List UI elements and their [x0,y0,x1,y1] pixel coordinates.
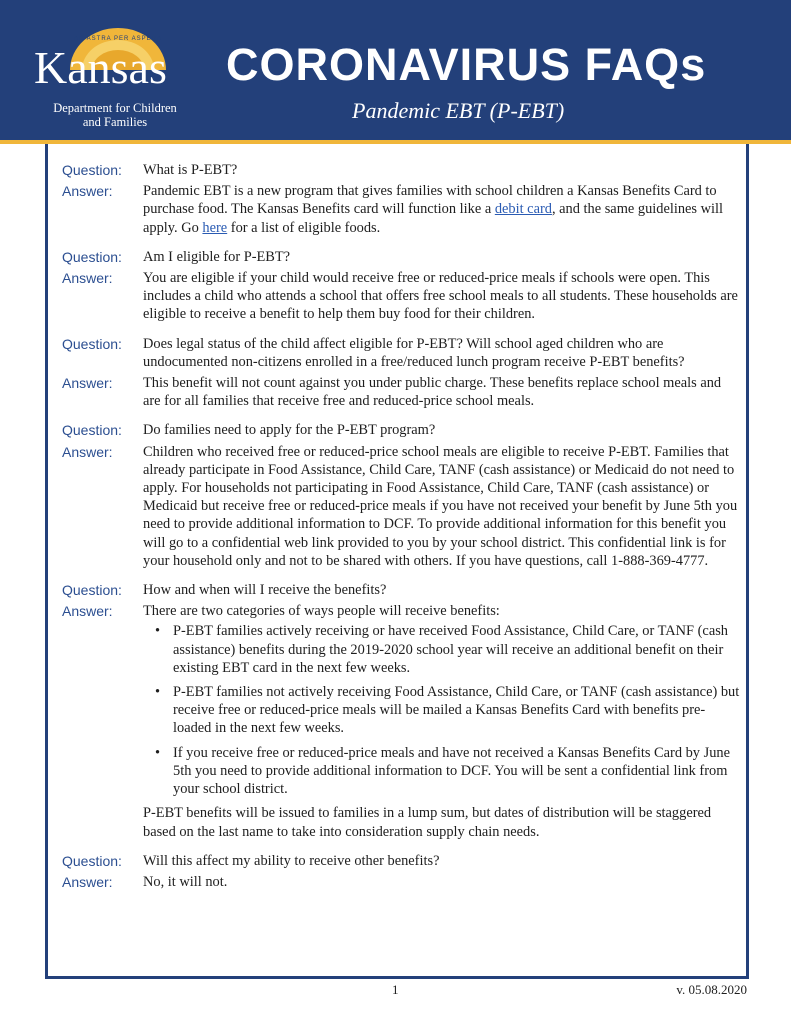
question-label: Question: [62,852,122,869]
faq-item [62,421,742,570]
question-text: What is P-EBT? [143,162,238,178]
question-label: Question: [62,582,122,599]
answer-text [143,182,742,237]
answer-text: Children who received free or reduced-price school meals are eligible to receive P-EBT. Families that already participate in Food Assistance, Child Care, TANF (cash assistance) or Medicaid do not need to apply. For households not participating in Food Assistance, Child Care, TANF (cash assistance) or Medicaid but receive free or reduced-price meals if you have not received your benefit by June 5th you need to provide additional information to DCF. To provide additional information for this benefit you will go to a confidential web link provided to you by your school district. This confidential link is for your household only and not to be shared with others. If you have questions, call 1-888-369-4777. [143,443,738,569]
faq-item [62,581,742,841]
kansas-dcf-logo [30,18,205,133]
logo-department-name [30,101,200,129]
answer-row [62,443,742,570]
question-row [62,161,742,179]
svg-text:AD ASTRA PER ASPERA: AD ASTRA PER ASPERA [73,36,163,42]
bullet-item: • If you receive free or reduced-price meals and have not received a Kansas Benefits Card by June 5th you need to provide additional information to DCF. You will be sent a confidential link from your school district. [173,744,742,799]
faq-item [62,852,742,891]
version-label: v. 05.08.2020 [676,982,747,997]
answer-label: Answer: [62,270,113,287]
faq-list [62,161,742,902]
answer-outro: P-EBT benefits will be issued to families in a lump sum, but dates of distribution will be staggered based on the last name to take into consideration supply chain needs. [143,805,712,840]
page-title: CORONAVIRUS FAQs [226,39,707,90]
answer-text-part: Pandemic EBT is a new program that gives families with school children a Kansas Benefits Card to purchase food. The Kansas Benefits card will function like a [143,183,717,218]
answer-row [62,269,742,324]
benefit-bullet-list [143,622,742,798]
answer-row [62,873,742,891]
answer-label: Answer: [62,183,113,200]
question-text: Am I eligible for P-EBT? [143,248,291,265]
faq-item [62,335,742,411]
question-row [62,852,742,870]
answer-body [143,602,742,840]
question-text: Will this affect my ability to receive other benefits? [143,852,440,869]
answer-intro: There are two categories of ways people will receive benefits: [143,603,500,620]
question-label: Question: [62,335,122,352]
answer-label: Answer: [62,375,113,392]
answer-label: Answer: [62,603,113,620]
question-row [62,421,742,439]
logo-sub-line-1: Department for Children [53,101,177,115]
question-row [62,335,742,371]
question-label: Question: [62,422,122,439]
eligible-foods-link[interactable]: here [202,219,228,236]
faq-item [62,248,742,324]
question-text: Do families need to apply for the P-EBT program? [143,422,436,439]
debit-card-link[interactable]: debit card [494,201,552,218]
logo-wordmark: Kansas [34,42,167,93]
logo-sub-line-2: and Families [82,115,148,129]
question-text: Does legal status of the child affect eligible for P-EBT? Will school aged children who are undocumented non-citizens enrolled in a free/reduced lunch program receive P-EBT benefits? [143,335,685,370]
faq-item [62,161,742,237]
answer-row [62,374,742,410]
answer-label: Answer: [62,443,113,460]
answer-label: Answer: [62,873,113,890]
answer-text: This benefit will not count against you under public charge. These benefits replace school meals and are for all families that receive free and reduced-price school meals. [143,375,722,410]
header-banner [0,0,791,144]
answer-row [62,182,742,237]
question-text: How and when will I receive the benefits? [143,582,387,599]
bullet-item: • P-EBT families actively receiving or have received Food Assistance, Child Care, or TANF (cash assistance) benefits during the 2019-2020 school year will receive an additional benefit on their existing EBT card in the next few weeks. [173,622,742,677]
page-number: 1 [392,982,399,997]
answer-text-part: for a list of eligible foods. [227,219,381,236]
question-label: Question: [62,162,122,178]
question-row [62,581,742,599]
bullet-item: • P-EBT families not actively receiving Food Assistance, Child Care, or TANF (cash assistance) but receive free or reduced-price meals will be mailed a Kansas Benefits Card with benefits pre-loaded in the next few weeks. [173,683,742,738]
answer-text: No, it will not. [143,873,228,890]
answer-row [62,602,742,840]
question-row [62,248,742,266]
answer-text: You are eligible if your child would receive free or reduced-price meals if schools were open. This includes a child who attends a school that offers free school meals to all students. These households are eligible to receive a benefit to help them buy food for their children. [143,270,738,323]
page-subtitle: Pandemic EBT (P-EBT) [352,98,565,123]
answer-text-part: , and the same guidelines will apply. Go [143,201,724,236]
question-label: Question: [62,248,122,265]
